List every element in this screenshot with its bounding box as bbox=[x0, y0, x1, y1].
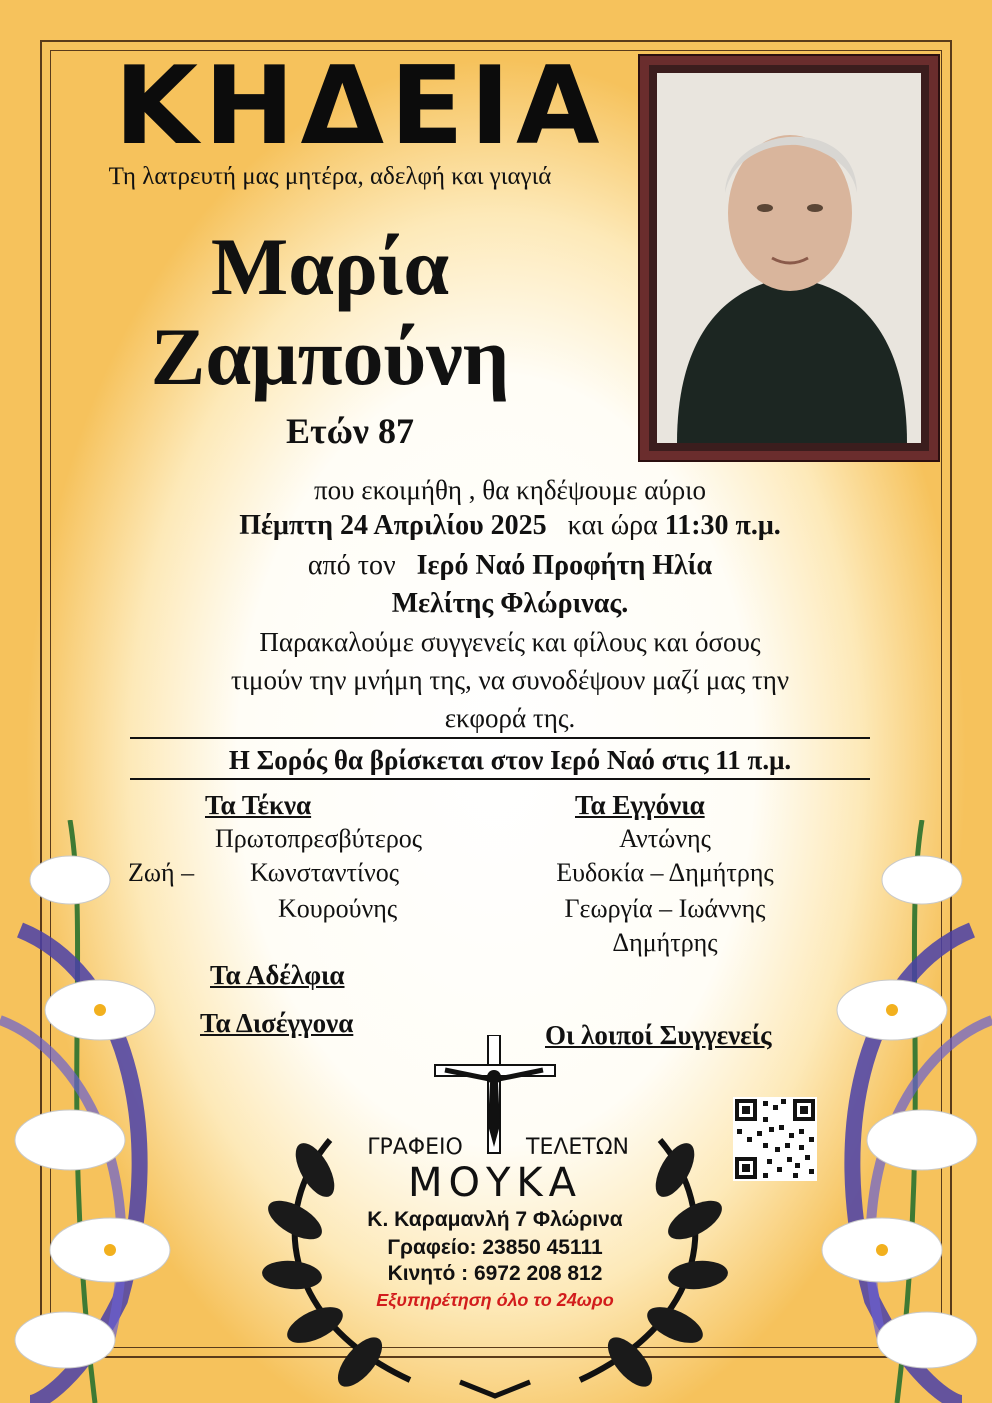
children-line-2-left: Ζωή – bbox=[128, 858, 195, 887]
funeral-home-label-left: ΓΡΑΦΕΙΟ bbox=[367, 1135, 463, 1160]
funeral-home-service-note: Εξυπηρέτηση όλο το 24ωρο bbox=[376, 1290, 614, 1310]
portrait-photo bbox=[640, 56, 938, 460]
funeral-home-label-right: ΤΕΛΕΤΩΝ bbox=[526, 1135, 629, 1160]
portrait-image bbox=[657, 73, 921, 443]
page-title: ΚΗΔΕΙΑ bbox=[114, 44, 606, 169]
grandchild-4: Δημήτρης bbox=[612, 928, 718, 957]
funeral-home-name: ΜΟΥΚΑ bbox=[407, 1160, 583, 1206]
funeral-home-office-phone: Γραφείο: 23850 45111 bbox=[387, 1236, 603, 1259]
announcement-datetime bbox=[70, 508, 950, 544]
grandchildren-header: Τα Εγγόνια bbox=[575, 790, 705, 820]
divider-bottom bbox=[130, 778, 870, 780]
children-line-3: Κουρούνης bbox=[278, 894, 398, 923]
intro-text: Τη λατρευτή μας μητέρα, αδελφή και γιαγιά bbox=[108, 163, 552, 190]
church-name: Ιερό Ναό Προφήτη Ηλία bbox=[416, 550, 713, 581]
lily-decoration-right bbox=[802, 820, 992, 1403]
funeral-date: Πέμπτη 24 Απριλίου 2025 bbox=[239, 510, 547, 541]
announcement-line-1: που εκοιμήθη , θα κηδέψουμε αύριο bbox=[314, 475, 706, 505]
request-line-2: τιμούν την μνήμη της, να συνοδέψουν μαζί μας την bbox=[230, 665, 790, 695]
grandchild-2: Ευδοκία – Δημήτρης bbox=[556, 858, 774, 887]
children-line-2-right: Κωνσταντίνος bbox=[250, 858, 400, 887]
other-relatives-header: Οι λοιποί Συγγενείς bbox=[545, 1020, 772, 1050]
request-line-3: εκφορά της. bbox=[444, 703, 576, 733]
lily-decoration-left bbox=[0, 820, 190, 1403]
deceased-last-name: Ζαμπούνη bbox=[150, 311, 510, 402]
funeral-home-address: Κ. Καραμανλή 7 Φλώρινα bbox=[367, 1208, 623, 1231]
from-prefix: από τον bbox=[307, 550, 396, 581]
deceased-first-name: Μαρία bbox=[210, 221, 450, 312]
qr-code[interactable] bbox=[733, 1097, 817, 1181]
announcement-church bbox=[70, 548, 950, 584]
time-prefix: και ώρα bbox=[567, 510, 658, 541]
children-line-1: Πρωτοπρεσβύτερος bbox=[215, 824, 423, 853]
funeral-time: 11:30 π.μ. bbox=[664, 510, 781, 541]
remains-note: Η Σορός θα βρίσκεται στον Ιερό Ναό στις 11 π.μ. bbox=[228, 745, 792, 775]
divider-top bbox=[130, 737, 870, 739]
great-grandchildren-header: Τα Δισέγγονα bbox=[200, 1008, 354, 1038]
deceased-age: Ετών 87 bbox=[285, 411, 414, 451]
siblings-header: Τα Αδέλφια bbox=[210, 960, 345, 990]
request-line-1: Παρακαλούμε συγγενείς και φίλους και όσους bbox=[259, 627, 761, 657]
church-location: Μελίτης Φλώρινας. bbox=[391, 588, 629, 619]
funeral-home-mobile-phone: Κινητό : 6972 208 812 bbox=[387, 1262, 603, 1285]
grandchild-3: Γεωργία – Ιωάννης bbox=[564, 894, 766, 923]
grandchild-1: Αντώνης bbox=[619, 824, 711, 853]
children-header: Τα Τέκνα bbox=[205, 790, 312, 820]
